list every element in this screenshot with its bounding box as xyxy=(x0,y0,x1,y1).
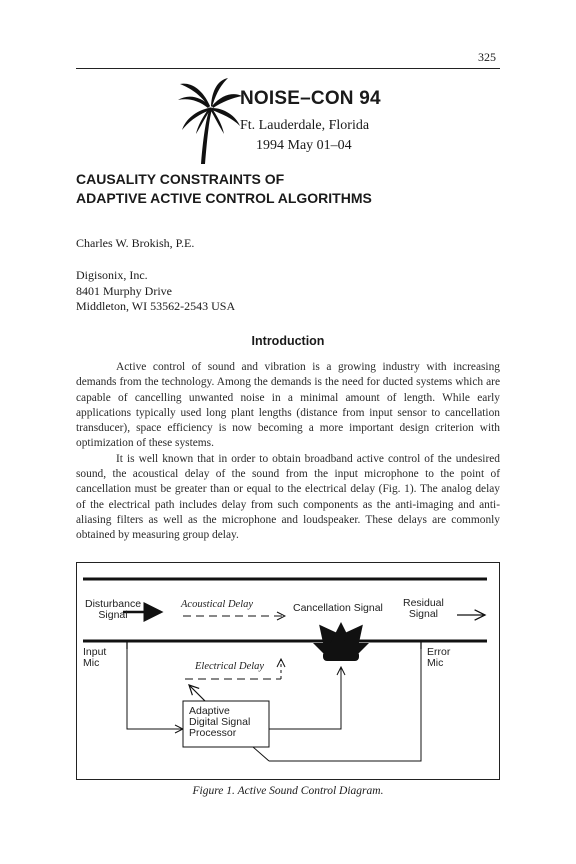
conference-location: Ft. Lauderdale, Florida xyxy=(240,118,370,133)
adaptation-arrow xyxy=(189,685,205,701)
header-rule xyxy=(76,68,500,69)
diagram-drawing xyxy=(77,563,501,781)
affiliation-company: Digisonix, Inc. xyxy=(76,268,148,282)
section-heading: Introduction xyxy=(251,334,325,348)
paragraph-2: It is well known that in order to obtain broadband active control of the undesired sound, the acoustical delay of the sound from the input microphone to the point of cancellation must be greater than or equal to the electrical delay (Fig. 1). The analog delay of the electrical path includes delay from such components as the anti-imaging and anti-aliasing filters as well as the microphone and loudspeaker. These delays are commonly obtained by measuring group delay. xyxy=(76,452,500,542)
acoustical-delay-label: Acoustical Delay xyxy=(181,599,254,610)
paper-title xyxy=(76,170,372,208)
cancel-arrow-right xyxy=(353,627,361,637)
error-mic-label: Error Mic xyxy=(427,646,451,669)
palm-tree-icon xyxy=(176,78,244,166)
affiliation xyxy=(76,268,235,315)
author-name: Charles W. Brokish, P.E. xyxy=(76,236,195,250)
error-mic-wire xyxy=(269,649,421,761)
electrical-delay-label: Electrical Delay xyxy=(195,661,265,672)
figure-1-diagram xyxy=(76,562,500,780)
paper-title-line-2: ADAPTIVE ACTIVE CONTROL ALGORITHMS xyxy=(76,190,372,206)
affiliation-city: Middleton, WI 53562-2543 USA xyxy=(76,299,236,313)
dsp-to-speaker-wire xyxy=(269,667,341,729)
cancel-arrow-left xyxy=(321,627,329,637)
conference-date: 1994 May 01–04 xyxy=(256,138,352,153)
paper-title-line-1: CAUSALITY CONSTRAINTS OF xyxy=(76,171,285,187)
paragraph-1: Active control of sound and vibration is a growing industry with increasing demands from the technology. Among the demands is the need for ducted systems which are capable of cancelling unwanted noise in a minimal amount of length. While early applications typically used long plant lengths (distance from input sensor to cancellation transducer), space efficiency is now becoming a more important design criterion with optimization of these systems. xyxy=(76,361,500,450)
cancellation-signal-label: Cancellation Signal xyxy=(293,602,383,614)
body-text xyxy=(76,360,500,544)
input-mic-wire xyxy=(127,649,183,729)
affiliation-street: 8401 Murphy Drive xyxy=(76,283,172,298)
figure-caption: Figure 1. Active Sound Control Diagram. xyxy=(192,785,384,797)
conference-name: NOISE–CON 94 xyxy=(240,88,381,109)
dsp-label: Adaptive Digital Signal Processor xyxy=(189,705,251,739)
disturbance-label: Disturbance Signal xyxy=(85,598,142,621)
residual-signal-label: Residual Signal xyxy=(403,597,444,620)
page-number: 325 xyxy=(478,50,496,64)
input-mic-label: Input Mic xyxy=(83,646,107,669)
